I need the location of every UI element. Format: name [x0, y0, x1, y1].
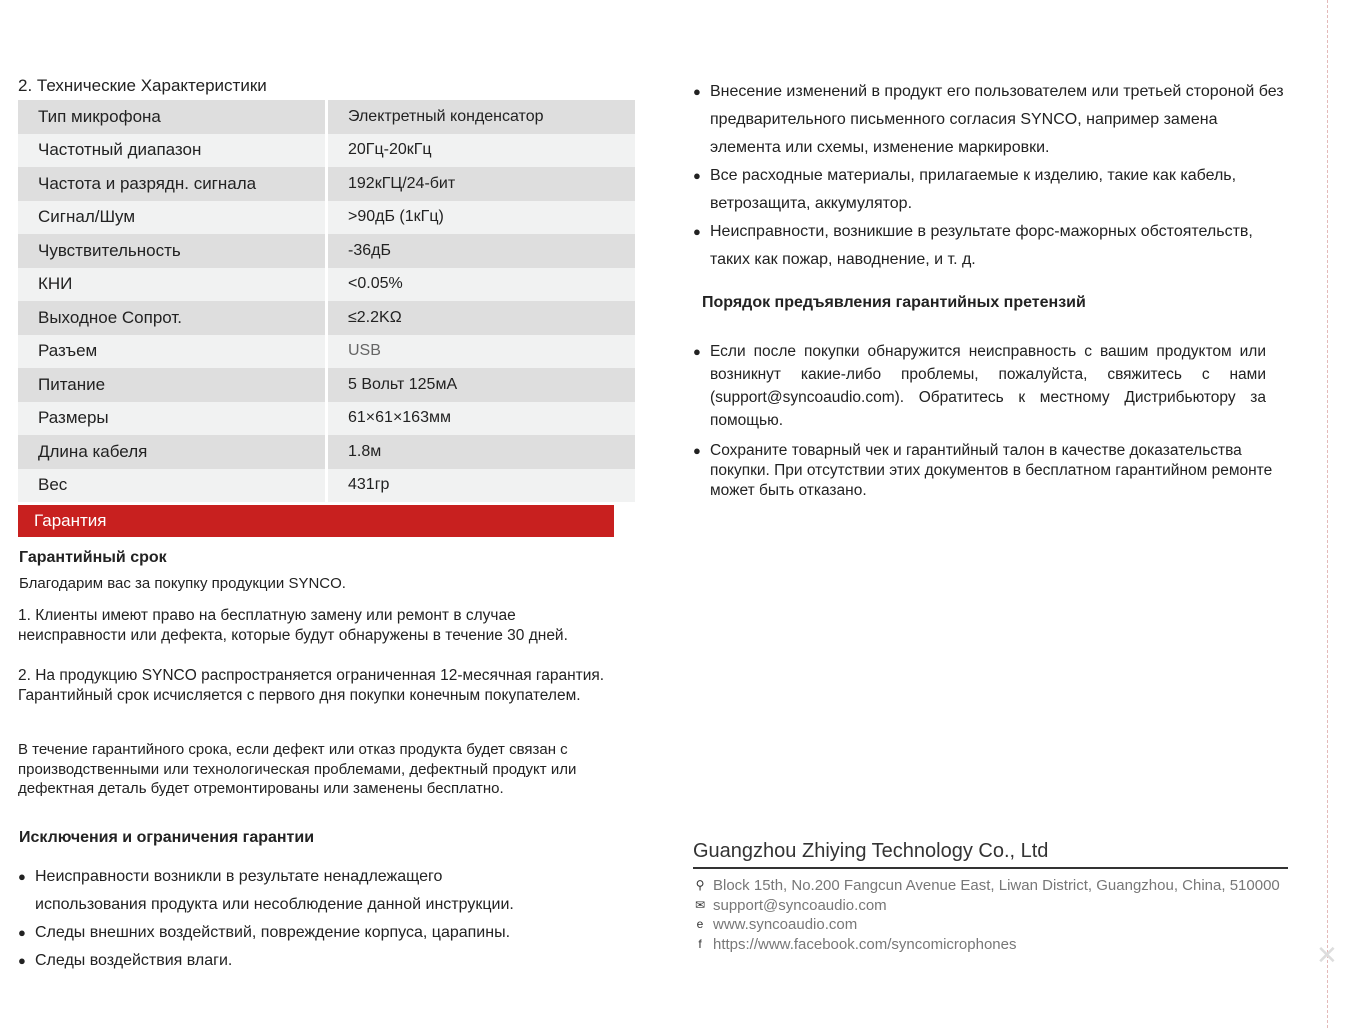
list-item: ● Внесение изменений в продукт его пользователем или третьей стороной без предварительного письменного согласия SYNCO, например замена элемента или схемы, изменение маркировки.	[693, 78, 1288, 162]
spec-key: Частота и разрядн. сигнала	[18, 167, 325, 201]
table-row	[18, 234, 635, 268]
spec-value: 1.8м	[328, 435, 635, 469]
spec-value: USB	[328, 335, 635, 369]
warranty-header-bar	[18, 505, 614, 537]
contacts-block	[693, 876, 1280, 954]
spec-key: Вес	[18, 469, 325, 503]
exclusions-list-right	[693, 78, 1288, 274]
list-item: ● Сохраните товарный чек и гарантийный талон в качестве доказательства покупки. При отсутствии этих документов в бесплатном гарантийном ремонте может быть отказано.	[693, 441, 1273, 501]
spec-key: Тип микрофона	[18, 100, 325, 134]
spec-key: Питание	[18, 368, 325, 402]
list-item: ● Неисправности, возникшие в результате форс-мажорных обстоятельств, таких как пожар, наводнение, и т. д.	[693, 218, 1288, 274]
spec-value: 61×61×163мм	[328, 402, 635, 436]
claims-list-2	[693, 441, 1273, 501]
web-icon: e	[696, 917, 704, 931]
spec-key: Частотный диапазон	[18, 134, 325, 168]
claims-heading: Порядок предъявления гарантийных претензий	[702, 294, 1086, 311]
table-row	[18, 268, 635, 302]
spec-key: Выходное Сопрот.	[18, 301, 325, 335]
spec-value: Электретный конденсатор	[328, 100, 635, 134]
mail-icon: ✉	[694, 897, 706, 912]
address-text: Block 15th, No.200 Fangcun Avenue East, Liwan District, Guangzhou, China, 510000	[713, 877, 1280, 894]
list-item: ● Все расходные материалы, прилагаемые к изделию, такие как кабель, ветрозащита, аккумулятор.	[693, 162, 1288, 218]
warranty-repair-text: В течение гарантийного срока, если дефект или отказ продукта будет связан с производственными или технологическая проблемами, дефектный продукт или дефектная деталь будет отремонтированы или заменены бесплатно.	[18, 741, 577, 797]
exclusions-heading: Исключения и ограничения гарантии	[19, 829, 315, 846]
fold-line	[1327, 0, 1328, 1028]
list-item: ● Следы внешних воздействий, повреждение корпуса, царапины.	[18, 919, 553, 947]
table-row	[18, 167, 635, 201]
spec-key: Длина кабеля	[18, 435, 325, 469]
spec-key: Сигнал/Шум	[18, 201, 325, 235]
email-link[interactable]: support@syncoaudio.com	[713, 896, 887, 914]
list-item: ● Неисправности возникли в результате ненадлежащего использования продукта или несоблюдение данной инструкции.	[18, 863, 553, 919]
spec-key: КНИ	[18, 268, 325, 302]
spec-value: 192кГЦ/24-бит	[328, 167, 635, 201]
table-row	[18, 100, 635, 134]
table-row	[18, 134, 635, 168]
list-item: ● Если после покупки обнаружится неисправность с вашим продуктом или возникнут какие-либо проблемы, пожалуйста, свяжитесь с нами (support@syncoaudio.com). Обратитесь к местному Дистрибьютору за помощью.	[693, 340, 1266, 432]
spec-value: <0.05%	[328, 268, 635, 302]
spec-key: Чувствительность	[18, 234, 325, 268]
table-row	[18, 368, 635, 402]
list-item: ● Следы воздействия влаги.	[18, 947, 553, 975]
address-row	[693, 876, 1280, 896]
company-name: Guangzhou Zhiying Technology Co., Ltd	[693, 840, 1288, 869]
website-row[interactable]	[693, 915, 1280, 935]
table-row	[18, 402, 635, 436]
spec-value: 5 Вольт 125мА	[328, 368, 635, 402]
spec-value: >90дБ (1кГц)	[328, 201, 635, 235]
spec-key: Разъем	[18, 335, 325, 369]
exclusions-list-left	[18, 863, 553, 975]
thanks-text: Благодарим вас за покупку продукции SYNCO.	[19, 575, 346, 592]
spec-value: 20Гц-20кГц	[328, 134, 635, 168]
specs-table	[18, 100, 635, 502]
claims-list	[693, 340, 1266, 432]
location-icon: ⚲	[695, 878, 705, 892]
specs-title: 2. Технические Характеристики	[18, 76, 267, 95]
spec-key: Размеры	[18, 402, 325, 436]
warranty-period-heading: Гарантийный срок	[19, 549, 167, 566]
facebook-icon: f	[698, 936, 702, 951]
spec-value: 431гр	[328, 469, 635, 503]
spec-value: -36дБ	[328, 234, 635, 268]
table-row	[18, 301, 635, 335]
email-row[interactable]	[693, 896, 1280, 916]
facebook-link[interactable]: https://www.facebook.com/syncomicrophones	[713, 935, 1017, 953]
table-row	[18, 469, 635, 503]
warranty-item-2: 2. На продукцию SYNCO распространяется ограниченная 12-месячная гарантия. Гарантийный срок исчисляется с первого дня покупки конечным покупателем.	[18, 667, 605, 704]
table-row	[18, 201, 635, 235]
cut-mark-icon: ✕	[1316, 940, 1338, 970]
table-row	[18, 435, 635, 469]
warranty-item-1: 1. Клиенты имеют право на бесплатную замену или ремонт в случае неисправности или дефекта, которые будут обнаружены в течение 30 дней.	[18, 607, 568, 644]
spec-value: ≤2.2KΩ	[328, 301, 635, 335]
table-row	[18, 335, 635, 369]
warranty-label: Гарантия	[34, 511, 107, 530]
website-link[interactable]: www.syncoaudio.com	[713, 916, 858, 933]
facebook-row[interactable]	[693, 935, 1280, 955]
